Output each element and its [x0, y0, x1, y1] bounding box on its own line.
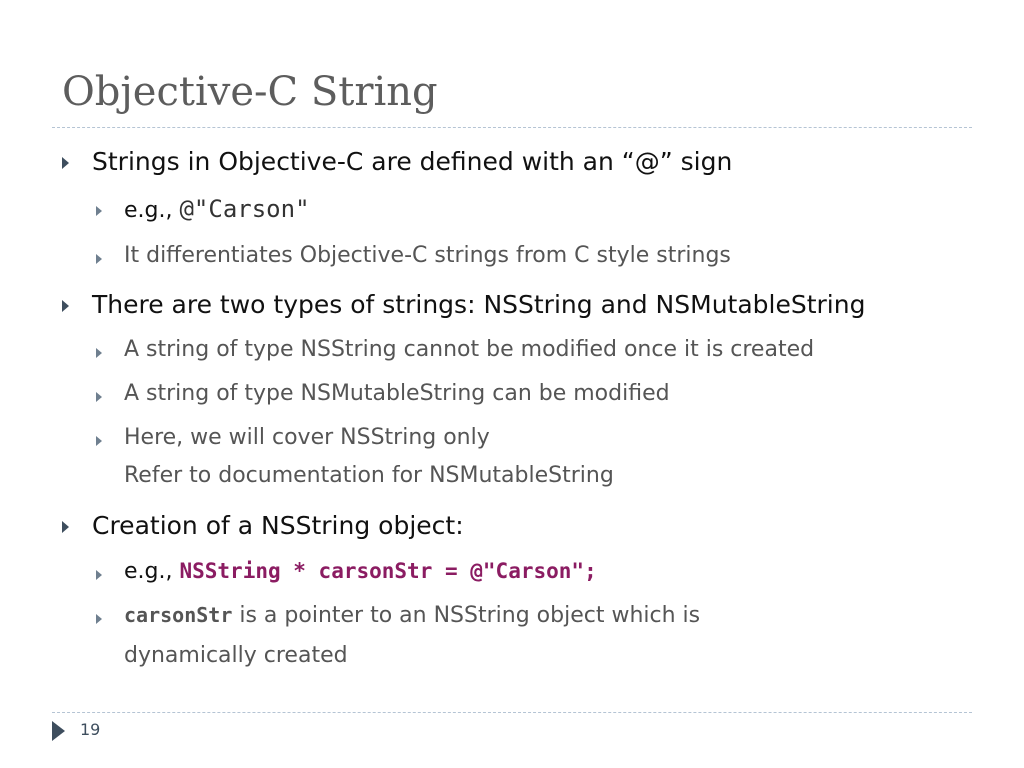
sub-bullet-pointer [124, 603, 700, 629]
sub-bullet-example-literal [124, 195, 310, 224]
slide-title: Objective-C String [62, 69, 438, 115]
example-code-literal: @"Carson" [179, 195, 310, 223]
pointer-description: is a pointer to an NSString object which is [232, 603, 701, 628]
bullet-creation: Creation of a NSString object: [92, 511, 464, 540]
sub-bullet-nsmutablestring: A string of type NSMutableString can be modified [124, 381, 670, 406]
sub-bullet-cover-nsstring: Here, we will cover NSString only [124, 425, 490, 450]
bullet-arrow-icon [62, 157, 69, 169]
footer-arrow-icon [52, 721, 65, 741]
example-prefix: e.g., [124, 198, 173, 223]
sub-bullet-arrow-icon [96, 254, 102, 264]
bullet-strings-defined: Strings in Objective-C are defined with an “@” sign [92, 147, 733, 176]
bullet-arrow-icon [62, 521, 69, 533]
example-code-statement: NSString * carsonStr = @"Carson"; [179, 559, 597, 583]
sub-bullet-arrow-icon [96, 614, 102, 624]
title-divider [52, 127, 972, 128]
example-prefix: e.g., [124, 559, 173, 584]
sub-bullet-creation-example [124, 559, 597, 585]
sub-bullet-arrow-icon [96, 436, 102, 446]
sub-bullet-arrow-icon [96, 206, 102, 216]
bullet-arrow-icon [62, 300, 69, 312]
sub-bullet-nsstring-immutable: A string of type NSString cannot be modified once it is created [124, 337, 815, 362]
page-number: 19 [80, 720, 101, 739]
sub-bullet-arrow-icon [96, 570, 102, 580]
footer-divider [52, 712, 972, 713]
sub-bullet-differentiates: It differentiates Objective-C strings from C style strings [124, 243, 731, 268]
bullet-two-types: There are two types of strings: NSString and NSMutableString [92, 290, 866, 319]
sub-bullet-refer-docs: Refer to documentation for NSMutableString [124, 463, 614, 488]
sub-bullet-pointer-continued: dynamically created [124, 643, 348, 668]
sub-bullet-arrow-icon [96, 348, 102, 358]
sub-bullet-arrow-icon [96, 392, 102, 402]
pointer-variable-code: carsonStr [124, 603, 233, 627]
